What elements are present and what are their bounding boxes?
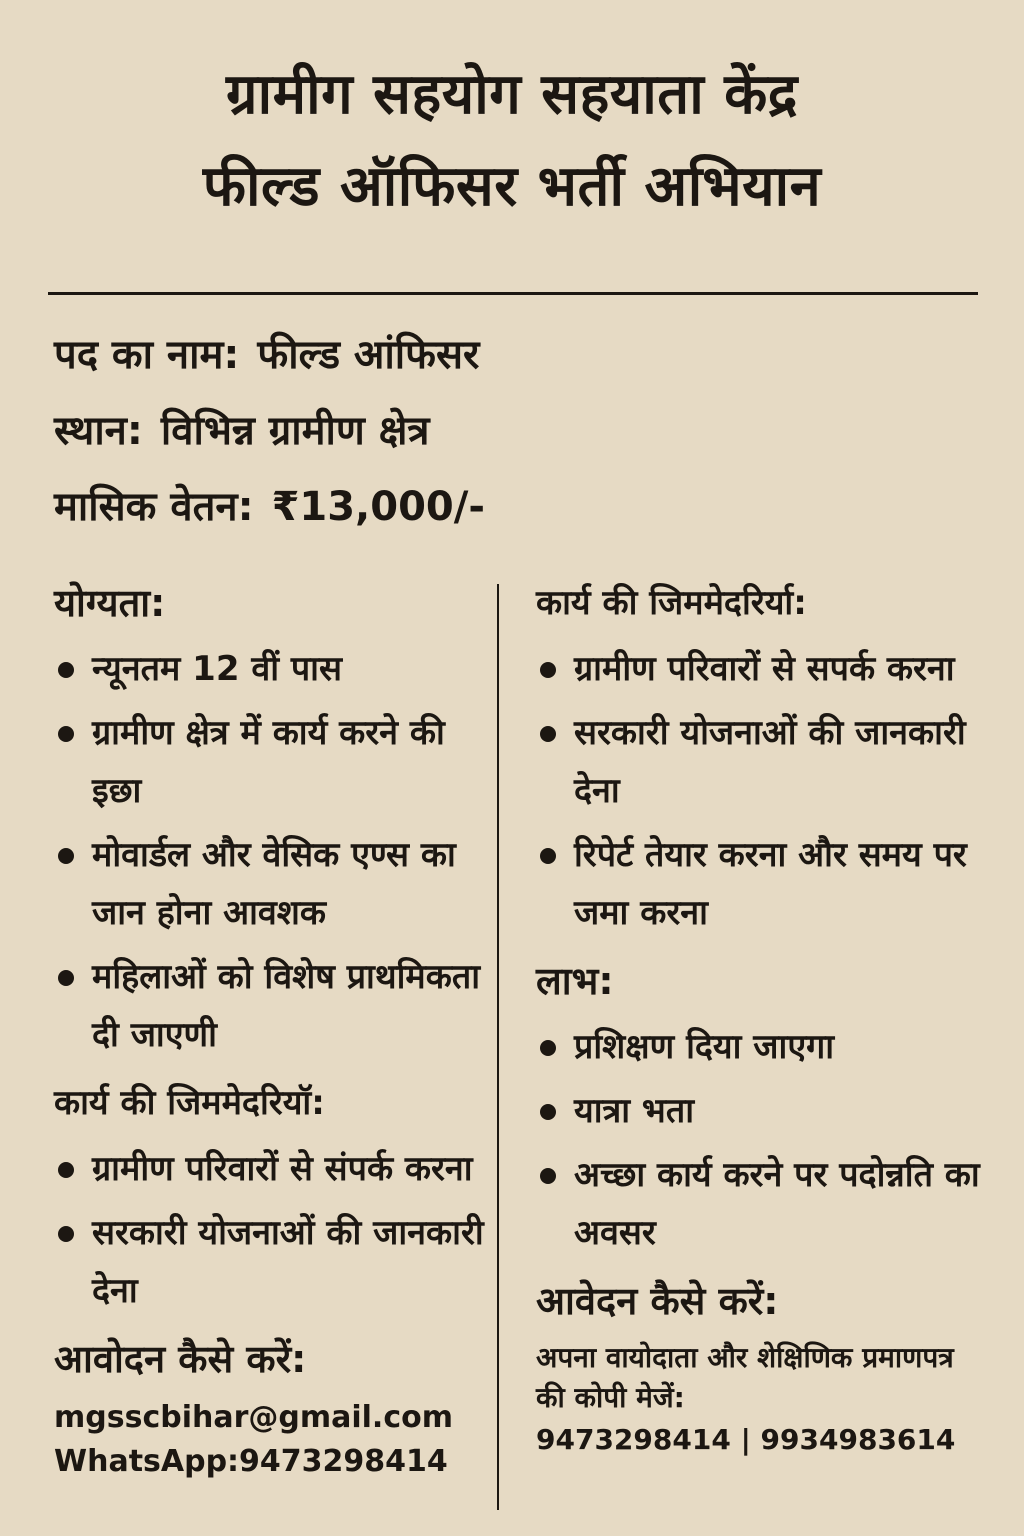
duties-list-right xyxy=(536,640,986,942)
bullet-icon xyxy=(540,848,556,864)
list-item xyxy=(536,826,986,942)
list-item xyxy=(54,826,490,942)
left-column xyxy=(54,578,490,1484)
location-label: स्थान: xyxy=(54,408,143,454)
qualification-text: महिलाओं को विशेष प्राथमिकता दी जाएणी xyxy=(92,957,481,1055)
benefits-list xyxy=(536,1018,986,1262)
bullet-icon xyxy=(540,1040,556,1056)
header-divider xyxy=(48,292,978,295)
title-line-2: फील्ड ऑफिसर भर्ती अभियान xyxy=(202,154,822,219)
location-value: विभिन्न ग्रामीण क्षेत्र xyxy=(160,408,430,454)
qualification-text: न्यूनतम 12 वीं पास xyxy=(92,649,342,689)
list-item xyxy=(54,1204,490,1320)
post-label: पद का नाम: xyxy=(54,332,240,378)
bullet-icon xyxy=(58,848,74,864)
salary-value: ₹13,000/- xyxy=(271,484,485,530)
benefit-text: यात्रा भता xyxy=(574,1091,695,1131)
phone-numbers[interactable]: 9473298414 | 9934983614 xyxy=(536,1423,956,1456)
duty-text: ग्रामीण परिवारों से सपर्क करना xyxy=(574,649,955,689)
benefit-text: प्रशिक्षण दिया जाएगा xyxy=(574,1027,835,1067)
qualification-text: मोवार्डल और वेसिक एण्स का जान होना आवशक xyxy=(92,835,456,933)
salary-row xyxy=(54,480,974,556)
post-value: फील्ड आंफिसर xyxy=(257,332,480,378)
list-item xyxy=(536,1018,986,1076)
list-item xyxy=(536,640,986,698)
list-item xyxy=(536,704,986,820)
benefit-text: अच्छा कार्य करने पर पदोन्नति का अवसर xyxy=(574,1155,980,1253)
job-details xyxy=(54,328,974,556)
duties-heading-left: कार्य की जिममेदरियॉ: xyxy=(54,1083,325,1123)
email-address[interactable]: mgsscbihar@gmail.com xyxy=(54,1400,453,1435)
qualification-heading: योग्यता: xyxy=(54,581,166,625)
bullet-icon xyxy=(58,1226,74,1242)
bullet-icon xyxy=(58,662,74,678)
qualification-text: ग्रामीण क्षेत्र में कार्य करने की इछा xyxy=(92,713,445,811)
qualification-list xyxy=(54,640,490,1064)
bullet-icon xyxy=(58,726,74,742)
duties-heading-right: कार्य की जिममेदरिर्या: xyxy=(536,583,807,623)
bullet-icon xyxy=(540,1168,556,1184)
list-item xyxy=(536,1082,986,1140)
whatsapp-number[interactable]: WhatsApp:9473298414 xyxy=(54,1444,448,1479)
post-row xyxy=(54,328,974,404)
location-row xyxy=(54,404,974,480)
right-column xyxy=(536,578,986,1462)
list-item xyxy=(54,1140,490,1198)
duties-list-left xyxy=(54,1140,490,1320)
bullet-icon xyxy=(58,970,74,986)
apply-heading-left: आवोदन कैसे करें: xyxy=(54,1337,307,1381)
duty-text: रिपेर्ट तेयार करना और समय पर जमा करना xyxy=(574,835,967,933)
bullet-icon xyxy=(540,1104,556,1120)
column-divider xyxy=(497,584,499,1510)
list-item xyxy=(536,1146,986,1262)
apply-heading-right: आवेदन कैसे करें: xyxy=(536,1279,779,1323)
bullet-icon xyxy=(58,1162,74,1178)
list-item xyxy=(54,704,490,820)
list-item xyxy=(54,640,490,698)
duty-text: सरकारी योजनाओं की जानकारी देना xyxy=(92,1213,484,1311)
bullet-icon xyxy=(540,726,556,742)
duty-text: ग्रामीण परिवारों से संपर्क करना xyxy=(92,1149,473,1189)
apply-instructions: अपना वायोदाता और शेक्षिणिक प्रमाणपत्र की कोपी मेजें: xyxy=(536,1341,954,1414)
bullet-icon xyxy=(540,662,556,678)
salary-label: मासिक वेतन: xyxy=(54,484,254,530)
benefits-heading: लाभ: xyxy=(536,959,614,1003)
duty-text: सरकारी योजनाओं की जानकारी देना xyxy=(574,713,966,811)
title-line-1: ग्रामीग सहयोग सहयाता केंद्र xyxy=(226,62,798,127)
list-item xyxy=(54,948,490,1064)
